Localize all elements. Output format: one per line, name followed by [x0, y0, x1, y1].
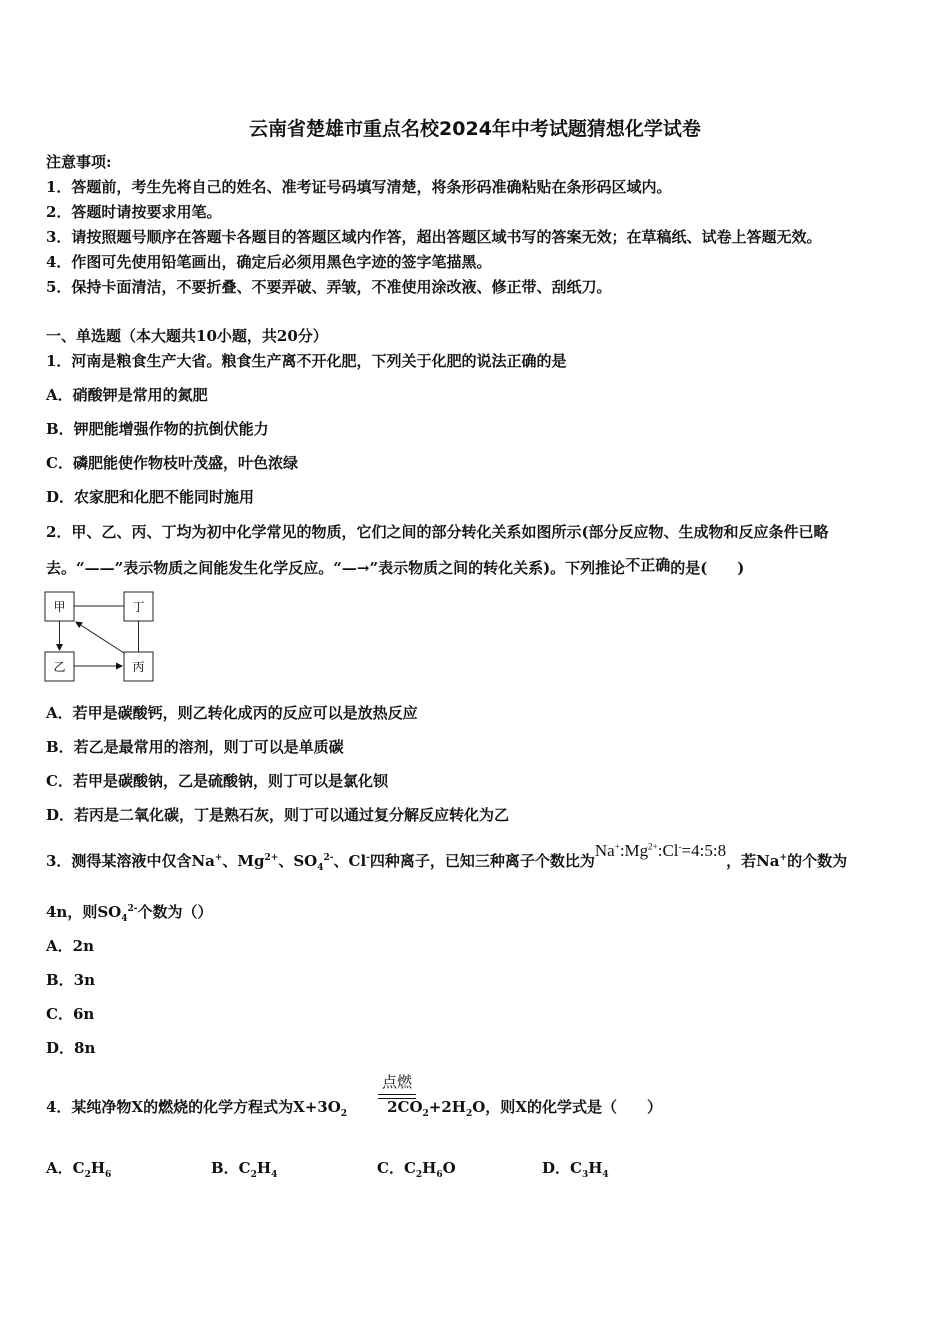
question-4-option-b: B．$C_2H_4$ — [211, 1159, 278, 1180]
notice-item: 2．答题时请按要求用笔。 — [46, 203, 222, 221]
question-2-option-b: B．若乙是最常用的溶剂，则丁可以是单质碳 — [46, 738, 344, 756]
ion-ratio-formula: $Na^+:Mg^{2+}:Cl^-=4:5:8$ — [594, 841, 727, 860]
label-yi: 乙 — [53, 660, 66, 674]
notice-item: 3．请按照题号顺序在答题卡各题目的答题区域内作答，超出答题区域书写的答案无效；在草稿纸、试卷上答题无效。 — [46, 228, 822, 246]
notice-item: 1．答题前，考生先将自己的姓名、准考证号码填写清楚，将条形码准确粘贴在条形码区域内。 — [46, 178, 672, 196]
question-4-stem: 4．某纯净物X的燃烧的化学方程式为$X+3O_2$ $2CO_2+2H_2O$，则X的化学式是（ ） — [46, 1098, 662, 1119]
label-jia: 甲 — [53, 600, 66, 614]
question-1-stem: 1．河南是粮食生产大省。粮食生产离不开化肥，下列关于化肥的说法正确的是 — [46, 352, 567, 370]
equation-bar-top — [378, 1094, 416, 1095]
question-2-option-a: A．若甲是碳酸钙，则乙转化成丙的反应可以是放热反应 — [46, 704, 418, 722]
label-bing: 丙 — [132, 660, 145, 674]
label-ding: 丁 — [132, 600, 145, 614]
question-1-option-d: D．农家肥和化肥不能同时施用 — [46, 488, 255, 506]
question-4-option-a: A．$C_2H_6$ — [46, 1159, 112, 1180]
question-2-stem-line2: 去。“——”表示物质之间能发生化学反应。“—→”表示物质之间的转化关系)。下列推论不正确的是( ) — [46, 556, 745, 577]
page-title: 云南省楚雄市重点名校2024年中考试题猜想化学试卷 — [249, 118, 701, 140]
question-4-option-c: C．$C_2H_6O$ — [377, 1159, 456, 1180]
question-3-stem-line2: 4n，则$SO_4^{2-}$个数为（） — [46, 903, 213, 924]
reaction-condition: 点燃 — [381, 1073, 412, 1091]
question-2-option-c: C．若甲是碳酸钠，乙是硫酸钠，则丁可以是氯化钡 — [46, 772, 388, 790]
question-3-stem-line1: 3．测得某溶液中仅含Na+、$Mg^{2+}$、$SO_4^{2-}$、Cl-四种离子，已知三种离子个数比为$Na^+:Mg^{2+}:Cl^-=4:5:8$，若Na+的个数为 — [46, 841, 848, 873]
notice-item: 4．作图可先使用铅笔画出，确定后必须用黑色字迹的签字笔描黑。 — [46, 253, 492, 271]
question-1-option-c: C．磷肥能使作物枝叶茂盛，叶色浓绿 — [46, 454, 298, 472]
notice-heading: 注意事项: — [46, 153, 112, 171]
emphasis-not-correct: 不正确 — [625, 556, 671, 574]
notice-item: 5．保持卡面清洁，不要折叠、不要弄破、弄皱，不准使用涂改液、修正带、刮纸刀。 — [46, 278, 612, 296]
question-2-stem-line1: 2．甲、乙、丙、丁均为初中化学常见的物质，它们之间的部分转化关系如图所示(部分反应物、生成物和反应条件已略 — [46, 523, 829, 541]
question-3-option-d: D．8n — [46, 1039, 96, 1057]
question-3-option-b: B．3n — [46, 971, 96, 989]
question-1-option-b: B．钾肥能增强作物的抗倒伏能力 — [46, 420, 269, 438]
question-2-option-d: D．若丙是二氧化碳，丁是熟石灰，则丁可以通过复分解反应转化为乙 — [46, 806, 510, 824]
question-3-option-a: A．2n — [46, 937, 94, 955]
question-3-option-c: C．6n — [46, 1005, 95, 1023]
conversion-diagram — [44, 591, 156, 683]
arrow-bing-to-jia — [76, 622, 124, 653]
question-1-option-a: A．硝酸钾是常用的氮肥 — [46, 386, 208, 404]
question-4-option-d: D．$C_3H_4$ — [542, 1159, 609, 1180]
section-heading: 一、单选题（本大题共10小题，共20分） — [46, 327, 328, 345]
